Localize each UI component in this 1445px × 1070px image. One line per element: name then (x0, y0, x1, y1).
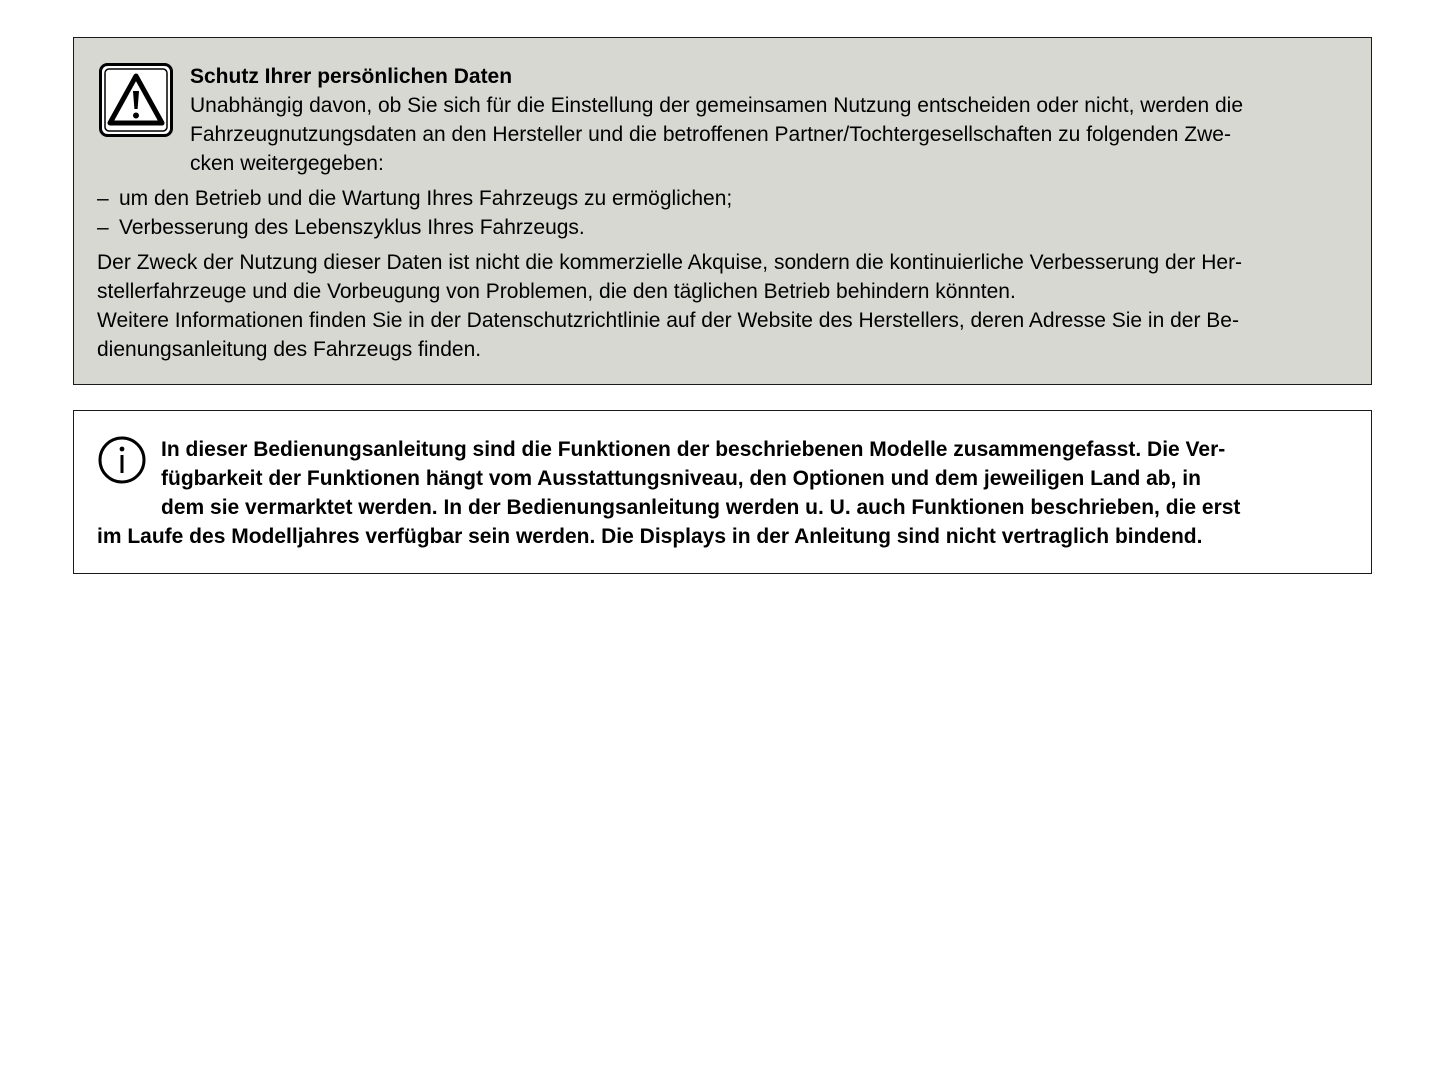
warning-intro-line: Unabhängig davon, ob Sie sich für die Einstellung der gemeinsamen Nutzung entscheiden oder nicht, werden die (190, 94, 1244, 117)
info-line: im Laufe des Modelljahres verfügbar sein werden. Die Displays in der Anleitung sind nicht vertraglich bindend. (97, 525, 1203, 548)
list-dash: – (97, 187, 109, 210)
info-line: dem sie vermarktet werden. In der Bedienungsanleitung werden u. U. auch Funktionen beschrieben, die erst (161, 496, 1241, 519)
privacy-warning-box (73, 37, 1372, 385)
warning-triangle-icon (99, 63, 173, 137)
list-item-text: Verbesserung des Lebenszyklus Ihres Fahrzeugs. (119, 216, 585, 239)
warning-intro-line: Fahrzeugnutzungsdaten an den Hersteller und die betroffenen Partner/Tochtergesellschaften zu folgenden Zwe- (190, 123, 1231, 146)
warning-body-line: Der Zweck der Nutzung dieser Daten ist nicht die kommerzielle Akquise, sondern die kontinuierliche Verbesserung der Her- (97, 251, 1243, 274)
warning-body-line: Weitere Informationen finden Sie in der Datenschutzrichtlinie auf der Website des Herstellers, deren Adresse Sie in der Be- (97, 309, 1239, 332)
list-item (97, 213, 585, 242)
warning-body-line: stellerfahrzeuge und die Vorbeugung von Problemen, die den täglichen Betrieb behindern könnten. (97, 280, 1016, 303)
list-item (97, 184, 732, 213)
warning-body-line: dienungsanleitung des Fahrzeugs finden. (97, 338, 482, 361)
warning-intro-line: cken weitergegeben: (190, 152, 384, 175)
warning-title: Schutz Ihrer persönlichen Daten (190, 65, 513, 88)
info-line: In dieser Bedienungsanleitung sind die Funktionen der beschriebenen Modelle zusammengefasst. Die Ver- (161, 438, 1226, 461)
info-line: fügbarkeit der Funktionen hängt vom Ausstattungsniveau, den Optionen und dem jeweiligen Land ab, in (161, 467, 1201, 490)
info-notice-box (73, 410, 1372, 574)
list-item-text: um den Betrieb und die Wartung Ihres Fahrzeugs zu ermöglichen; (119, 187, 733, 210)
info-circle-icon (98, 436, 146, 484)
list-dash: – (97, 216, 109, 239)
